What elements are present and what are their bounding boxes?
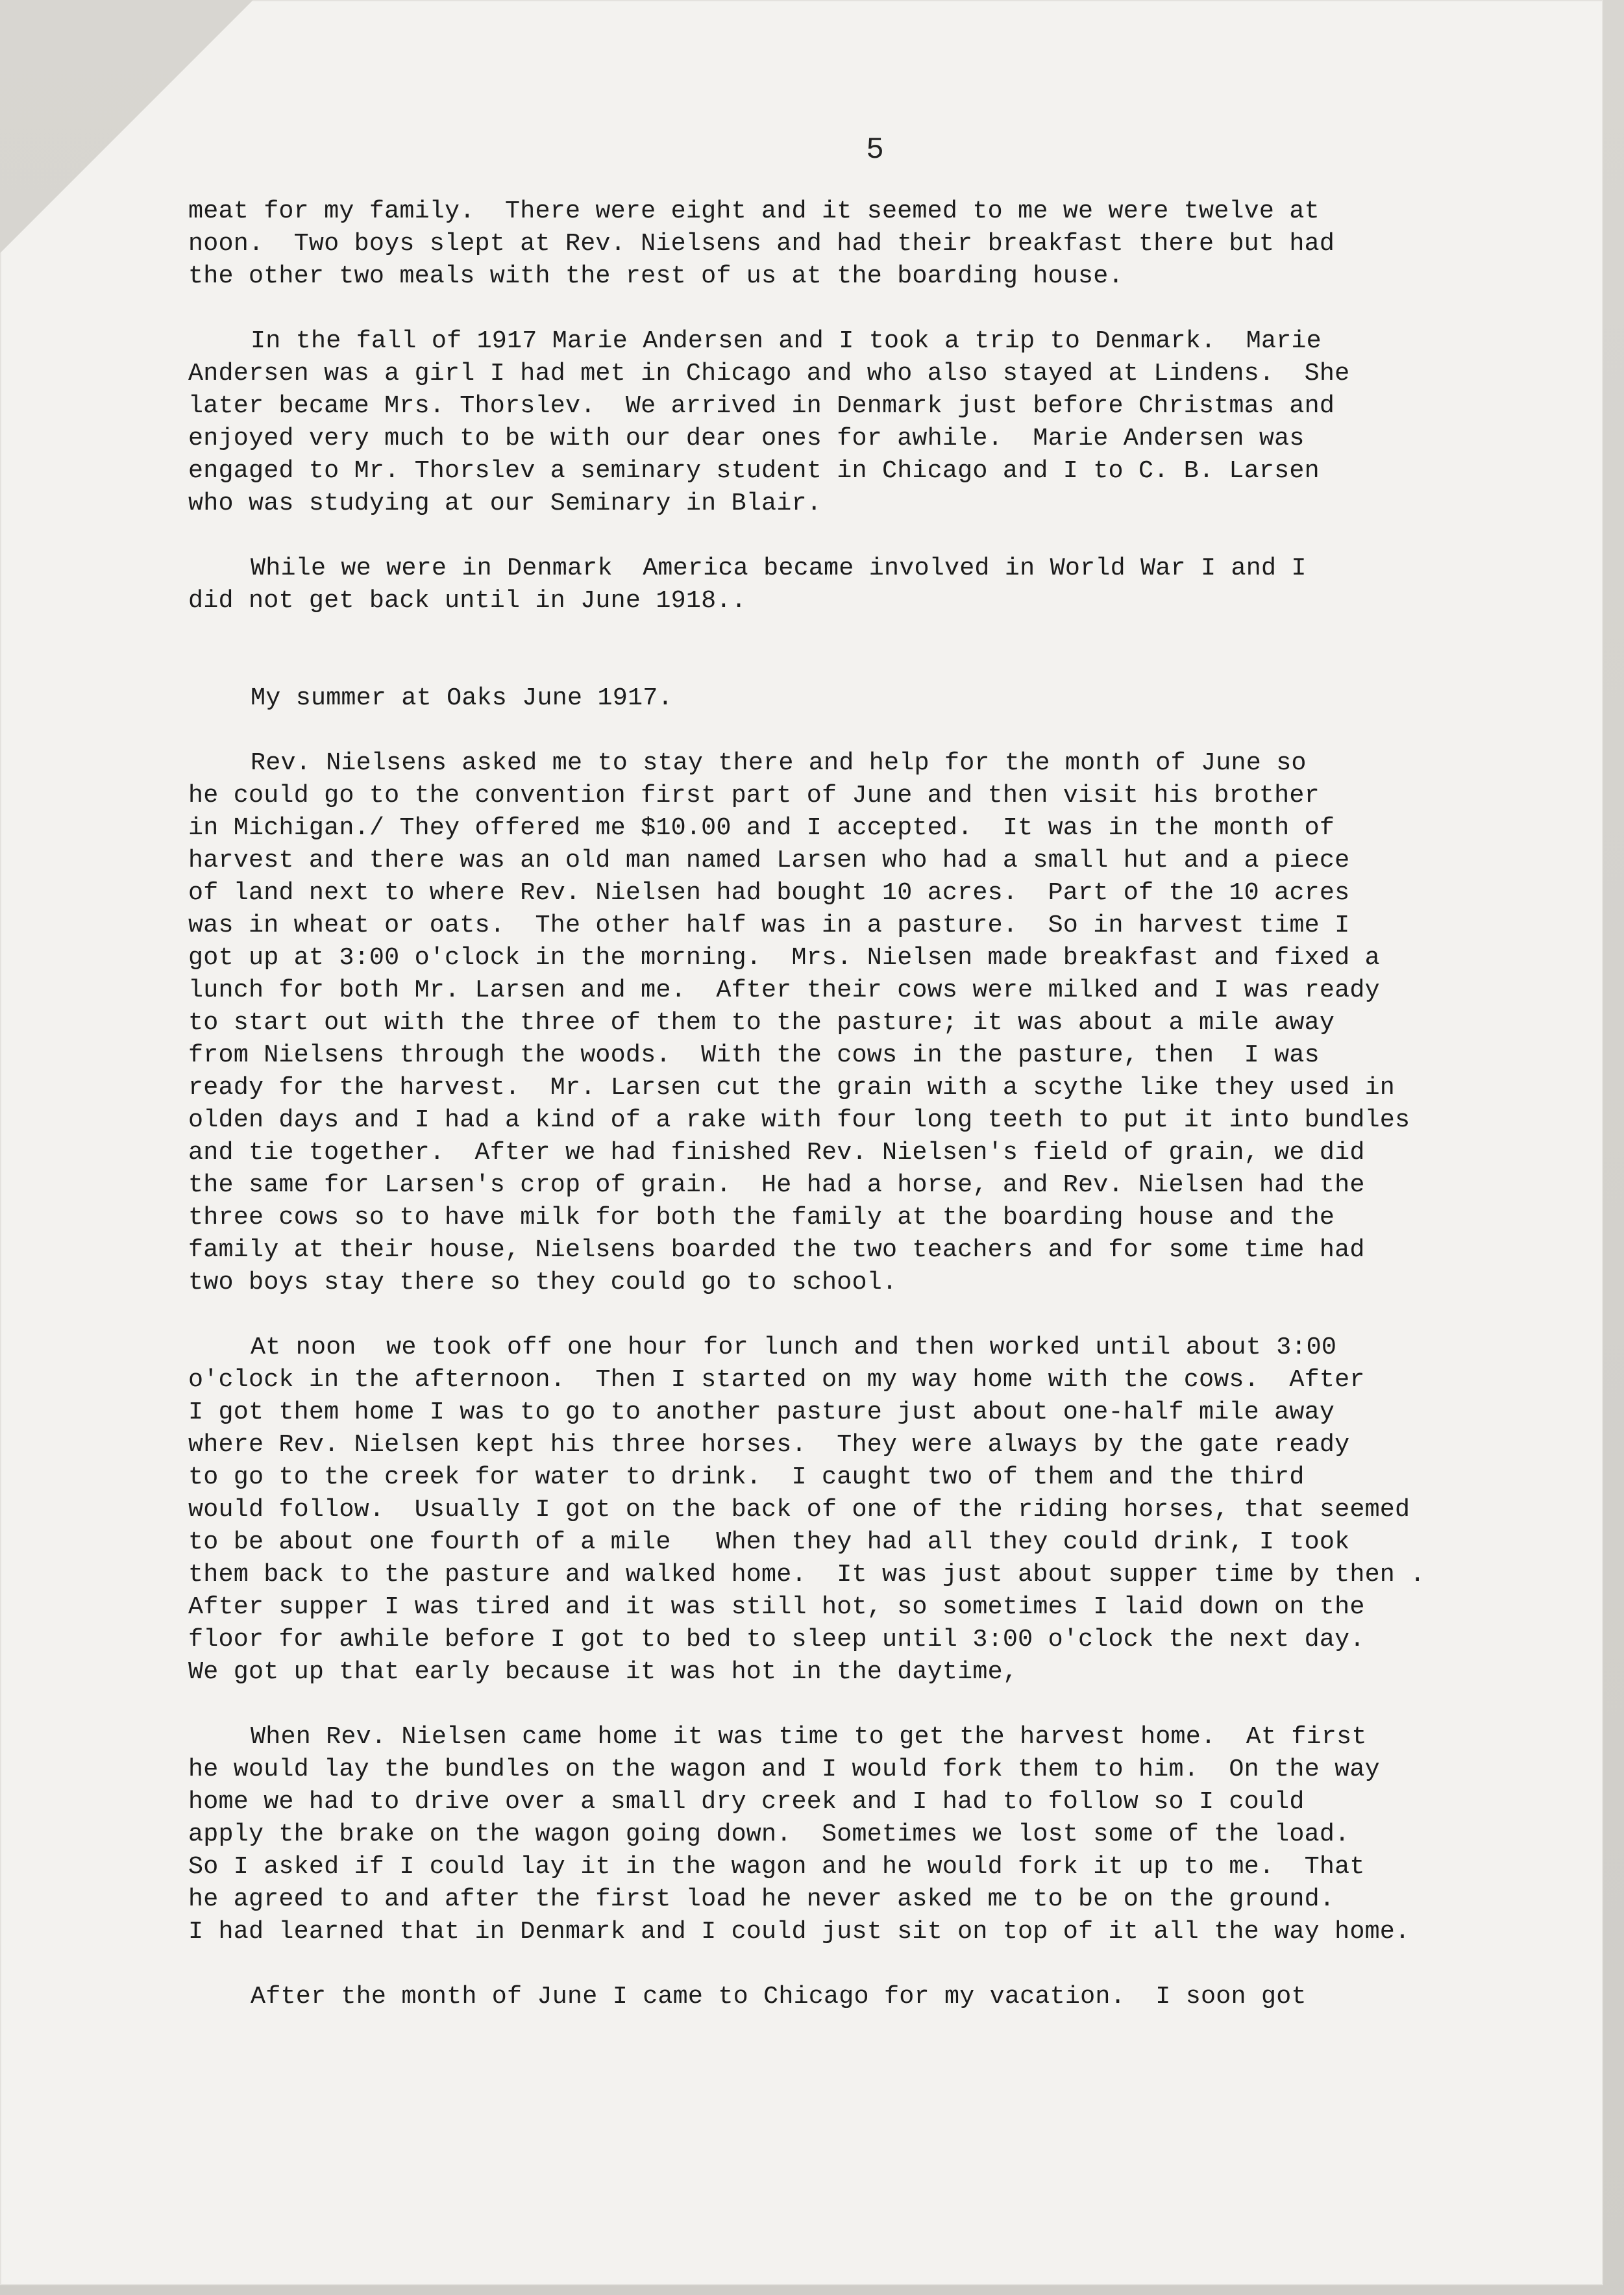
text-line: enjoyed very much to be with our dear ones for awhile. Marie Andersen was [188, 424, 1305, 453]
text-line: olden days and I had a kind of a rake with four long teeth to put it into bundles [188, 1106, 1410, 1134]
text-line: engaged to Mr. Thorslev a seminary student in Chicago and I to C. B. Larsen [188, 456, 1320, 485]
section-heading [188, 682, 1499, 714]
paragraph [188, 1720, 1499, 1948]
text-line: of land next to where Rev. Nielsen had bought 10 acres. Part of the 10 acres [188, 878, 1350, 907]
text-line: got up at 3:00 o'clock in the morning. Mrs. Nielsen made breakfast and fixed a [188, 943, 1380, 972]
paragraph [188, 195, 1499, 292]
text-line: the same for Larsen's crop of grain. He had a horse, and Rev. Nielsen had the [188, 1171, 1365, 1199]
text-line: noon. Two boys slept at Rev. Nielsens and had their breakfast there but had [188, 229, 1335, 258]
text-line: home we had to drive over a small dry creek and I had to follow so I could [188, 1787, 1305, 1816]
text-line: them back to the pasture and walked home. It was just about supper time by then . [188, 1560, 1425, 1589]
text-line: who was studying at our Seminary in Blair. [188, 489, 822, 517]
text-line: Andersen was a girl I had met in Chicago and who also stayed at Lindens. She [188, 359, 1350, 388]
paragraph [188, 1980, 1499, 2013]
text-line: lunch for both Mr. Larsen and me. After their cows were milked and I was ready [188, 976, 1380, 1004]
text-line: After supper I was tired and it was still hot, so sometimes I laid down on the [188, 1593, 1365, 1621]
text-line: two boys stay there so they could go to school. [188, 1268, 898, 1296]
text-line: to go to the creek for water to drink. I caught two of them and the third [188, 1463, 1305, 1491]
typed-text-body [188, 195, 1499, 2013]
text-line: from Nielsens through the woods. With the cows in the pasture, then I was [188, 1041, 1320, 1069]
text-line: three cows so to have milk for both the family at the boarding house and the [188, 1203, 1335, 1232]
text-line: When Rev. Nielsen came home it was time to get the harvest home. At first [251, 1722, 1367, 1751]
text-line: apply the brake on the wagon going down. Sometimes we lost some of the load. [188, 1820, 1350, 1848]
page-number: 5 [866, 133, 884, 167]
text-line: later became Mrs. Thorslev. We arrived in Denmark just before Christmas and [188, 391, 1335, 420]
text-line: floor for awhile before I got to bed to sleep until 3:00 o'clock the next day. [188, 1625, 1365, 1654]
text-line: and tie together. After we had finished Rev. Nielsen's field of grain, we did [188, 1138, 1365, 1167]
paragraph [188, 747, 1499, 1298]
paragraph [188, 1331, 1499, 1688]
text-line: ready for the harvest. Mr. Larsen cut the grain with a scythe like they used in [188, 1073, 1396, 1102]
text-line: Rev. Nielsens asked me to stay there and help for the month of June so [251, 749, 1307, 777]
text-line: in Michigan./ They offered me $10.00 and I accepted. It was in the month of [188, 813, 1335, 842]
text-line: where Rev. Nielsen kept his three horses. They were always by the gate ready [188, 1430, 1350, 1459]
text-line: the other two meals with the rest of us at the boarding house. [188, 262, 1124, 290]
text-line: family at their house, Nielsens boarded the two teachers and for some time had [188, 1235, 1365, 1264]
text-line: harvest and there was an old man named Larsen who had a small hut and a piece [188, 846, 1350, 875]
paragraph [188, 552, 1499, 617]
text-line: would follow. Usually I got on the back of one of the riding horses, that seemed [188, 1495, 1410, 1524]
text-line: We got up that early because it was hot in the daytime, [188, 1657, 1018, 1686]
text-line: After the month of June I came to Chicago for my vacation. I soon got [251, 1982, 1307, 2011]
text-line: I had learned that in Denmark and I could just sit on top of it all the way home. [188, 1917, 1410, 1946]
text-line: to be about one fourth of a mile When they had all they could drink, I took [188, 1528, 1350, 1556]
text-line: At noon we took off one hour for lunch and then worked until about 3:00 [251, 1333, 1337, 1361]
text-line: was in wheat or oats. The other half was in a pasture. So in harvest time I [188, 911, 1350, 939]
text-line: meat for my family. There were eight and it seemed to me we were twelve at [188, 197, 1320, 225]
text-line: he would lay the bundles on the wagon and I would fork them to him. On the way [188, 1755, 1380, 1783]
paragraph [188, 325, 1499, 519]
text-line: did not get back until in June 1918.. [188, 586, 746, 615]
text-line: My summer at Oaks June 1917. [251, 684, 673, 712]
text-line: to start out with the three of them to the pasture; it was about a mile away [188, 1008, 1335, 1037]
text-line: I got them home I was to go to another pasture just about one-half mile away [188, 1398, 1335, 1426]
text-line: he could go to the convention first part of June and then visit his brother [188, 781, 1320, 810]
text-line: In the fall of 1917 Marie Andersen and I took a trip to Denmark. Marie [251, 327, 1322, 355]
text-line: So I asked if I could lay it in the wagon and he would fork it up to me. That [188, 1852, 1365, 1881]
text-line: he agreed to and after the first load he never asked me to be on the ground. [188, 1885, 1335, 1913]
text-line: While we were in Denmark America became involved in World War I and I [251, 554, 1307, 582]
text-line: o'clock in the afternoon. Then I started on my way home with the cows. After [188, 1365, 1365, 1394]
